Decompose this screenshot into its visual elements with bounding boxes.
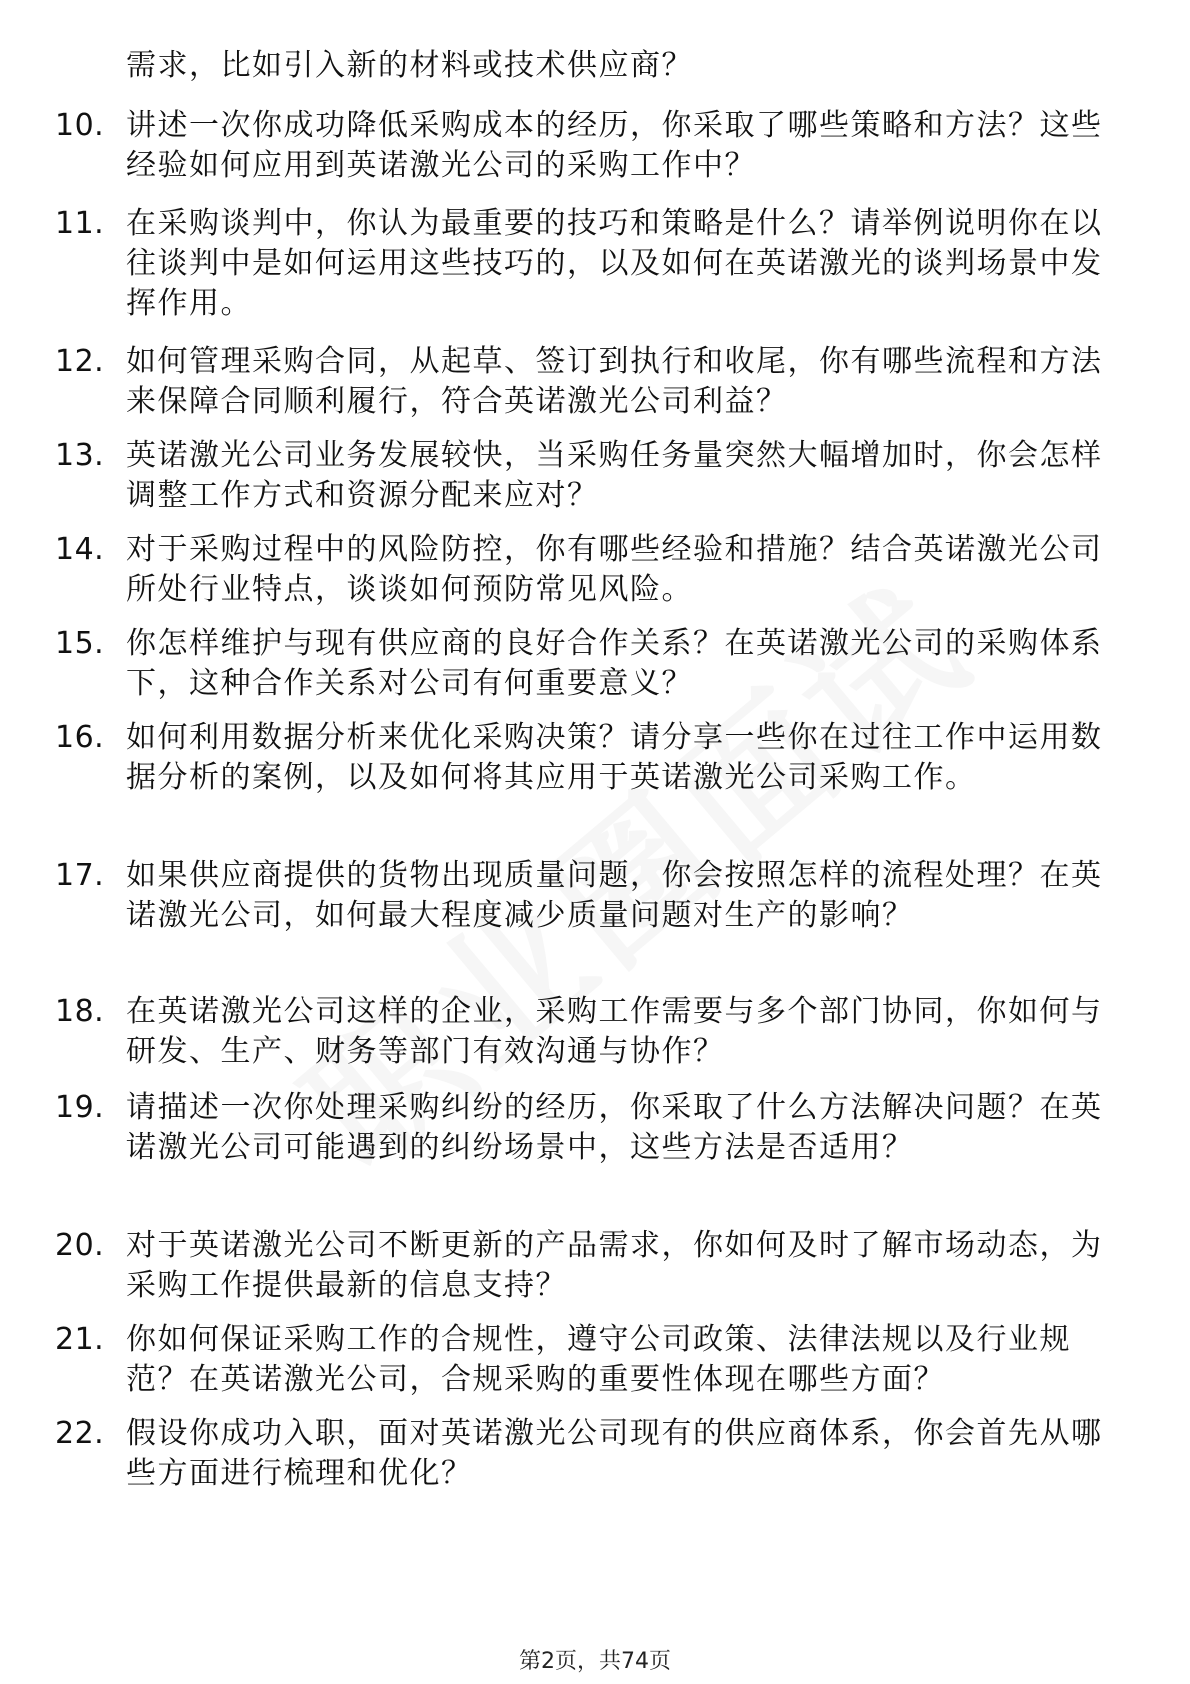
question-number: 21.: [55, 1322, 105, 1357]
question-text: 如果供应商提供的货物出现质量问题，你会按照怎样的流程处理？在英诺激光公司，如何最大程度减少质量问题对生产的影响？: [126, 858, 1103, 933]
question-text: 你怎样维护与现有供应商的良好合作关系？在英诺激光公司的采购体系下，这种合作关系对公司有何重要意义？: [126, 626, 1103, 701]
question-number: 13.: [55, 438, 105, 473]
question-number: 12.: [55, 344, 105, 379]
question-number: 10.: [55, 108, 105, 143]
page-footer: 第2页，共74页: [519, 1649, 671, 1674]
question-number: 19.: [55, 1090, 105, 1125]
question-text: 在英诺激光公司这样的企业，采购工作需要与多个部门协同，你如何与研发、生产、财务等部门有效沟通与协作？: [126, 994, 1103, 1069]
question-number: 18.: [55, 994, 105, 1029]
question-number: 17.: [55, 858, 105, 893]
question-number: 14.: [55, 532, 105, 567]
continuation-text: 需求，比如引入新的材料或技术供应商？: [126, 48, 693, 83]
question-text: 假设你成功入职，面对英诺激光公司现有的供应商体系，你会首先从哪些方面进行梳理和优化？: [126, 1416, 1103, 1491]
question-text: 讲述一次你成功降低采购成本的经历，你采取了哪些策略和方法？这些经验如何应用到英诺激光公司的采购工作中？: [126, 108, 1103, 183]
question-number: 15.: [55, 626, 105, 661]
question-text: 对于英诺激光公司不断更新的产品需求，你如何及时了解市场动态，为采购工作提供最新的信息支持？: [126, 1228, 1103, 1303]
question-text: 对于采购过程中的风险防控，你有哪些经验和措施？结合英诺激光公司所处行业特点，谈谈如何预防常见风险。: [126, 532, 1103, 607]
question-text: 如何管理采购合同，从起草、签订到执行和收尾，你有哪些流程和方法来保障合同顺利履行，符合英诺激光公司利益？: [126, 344, 1103, 419]
question-text: 英诺激光公司业务发展较快，当采购任务量突然大幅增加时，你会怎样调整工作方式和资源分配来应对？: [126, 438, 1103, 513]
question-number: 16.: [55, 720, 105, 755]
question-number: 11.: [55, 206, 105, 241]
question-text: 你如何保证采购工作的合规性，遵守公司政策、法律法规以及行业规范？在英诺激光公司，合规采购的重要性体现在哪些方面？: [126, 1322, 1071, 1397]
question-text: 请描述一次你处理采购纠纷的经历，你采取了什么方法解决问题？在英诺激光公司可能遇到的纠纷场景中，这些方法是否适用？: [126, 1090, 1103, 1165]
question-text: 如何利用数据分析来优化采购决策？请分享一些你在过往工作中运用数据分析的案例，以及如何将其应用于英诺激光公司采购工作。: [126, 720, 1103, 795]
question-text: 在采购谈判中，你认为最重要的技巧和策略是什么？请举例说明你在以往谈判中是如何运用这些技巧的，以及如何在英诺激光的谈判场景中发挥作用。: [126, 206, 1103, 321]
question-number: 22.: [55, 1416, 105, 1451]
question-number: 20.: [55, 1228, 105, 1263]
